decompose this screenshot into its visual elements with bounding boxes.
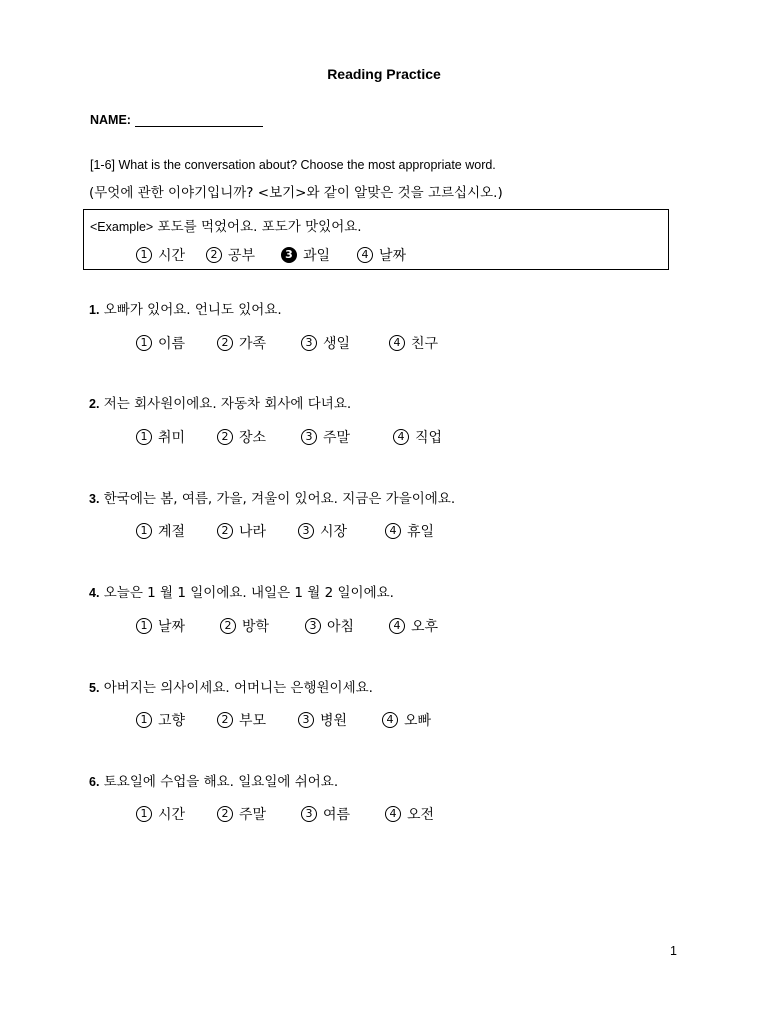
option-text: 생일 xyxy=(323,336,351,352)
option-number-circle: 1 xyxy=(136,335,152,351)
question-number: 3. xyxy=(89,492,100,506)
option-number-circle: 4 xyxy=(382,712,398,728)
option-text: 주말 xyxy=(323,430,351,446)
q6-option-1[interactable] xyxy=(136,804,185,824)
option-number-circle: 4 xyxy=(385,523,401,539)
q4-option-1[interactable] xyxy=(136,616,185,636)
option-number-circle: 3 xyxy=(298,712,314,728)
option-number-circle-filled: 3 xyxy=(281,247,297,263)
option-number-circle: 2 xyxy=(206,247,222,263)
name-label: NAME: xyxy=(90,113,131,127)
q3-option-1[interactable] xyxy=(136,521,185,541)
q5-option-4[interactable] xyxy=(382,710,431,730)
question-text: 오늘은 1 월 1 일이에요. 내일은 1 월 2 일이에요. xyxy=(103,585,394,601)
example-option-4[interactable] xyxy=(357,245,406,265)
option-text: 방학 xyxy=(242,619,270,635)
example-option-1[interactable] xyxy=(136,245,185,265)
q1-option-2[interactable] xyxy=(217,333,266,353)
option-text: 여름 xyxy=(323,807,351,823)
option-text: 병원 xyxy=(320,713,348,729)
option-text: 휴일 xyxy=(407,524,435,540)
option-text: 공부 xyxy=(228,248,256,264)
q1-option-4[interactable] xyxy=(389,333,438,353)
q6-option-3[interactable] xyxy=(301,804,350,824)
option-number-circle: 2 xyxy=(217,335,233,351)
option-text: 아침 xyxy=(327,619,355,635)
q6-option-2[interactable] xyxy=(217,804,266,824)
option-text: 오후 xyxy=(411,619,439,635)
option-number-circle: 3 xyxy=(305,618,321,634)
q6-option-4[interactable] xyxy=(385,804,434,824)
option-text: 친구 xyxy=(411,336,439,352)
option-text: 가족 xyxy=(239,336,267,352)
question-2 xyxy=(89,392,351,412)
option-number-circle: 1 xyxy=(136,806,152,822)
question-number: 4. xyxy=(89,586,100,600)
option-text: 취미 xyxy=(158,430,186,446)
question-6 xyxy=(89,770,338,790)
option-number-circle: 2 xyxy=(217,429,233,445)
question-number: 6. xyxy=(89,775,100,789)
question-4 xyxy=(89,581,394,601)
q5-option-1[interactable] xyxy=(136,710,185,730)
option-number-circle: 4 xyxy=(393,429,409,445)
option-number-circle: 1 xyxy=(136,618,152,634)
q1-option-3[interactable] xyxy=(301,333,350,353)
option-number-circle: 1 xyxy=(136,429,152,445)
option-number-circle: 1 xyxy=(136,523,152,539)
question-3 xyxy=(89,487,455,507)
q3-option-4[interactable] xyxy=(385,521,434,541)
option-number-circle: 4 xyxy=(385,806,401,822)
option-text: 시장 xyxy=(320,524,348,540)
question-text: 한국에는 봄, 여름, 가을, 겨울이 있어요. 지금은 가을이에요. xyxy=(103,491,456,507)
option-text: 오전 xyxy=(407,807,435,823)
option-number-circle: 3 xyxy=(301,806,317,822)
page-number: 1 xyxy=(670,944,677,958)
name-blank-line[interactable] xyxy=(135,113,263,127)
option-text: 날짜 xyxy=(158,619,186,635)
example-text: 포도를 먹었어요. 포도가 맛있어요. xyxy=(157,219,362,235)
q5-option-3[interactable] xyxy=(298,710,347,730)
question-5 xyxy=(89,676,373,696)
question-number: 5. xyxy=(89,681,100,695)
q1-option-1[interactable] xyxy=(136,333,185,353)
option-number-circle: 3 xyxy=(298,523,314,539)
option-number-circle: 2 xyxy=(220,618,236,634)
question-text: 아버지는 의사이세요. 어머니는 은행원이세요. xyxy=(103,680,373,696)
instructions-english: [1-6] What is the conversation about? Choose the most appropriate word. xyxy=(90,158,496,172)
option-number-circle: 2 xyxy=(217,806,233,822)
option-number-circle: 3 xyxy=(301,335,317,351)
q5-option-2[interactable] xyxy=(217,710,266,730)
option-text: 주말 xyxy=(239,807,267,823)
option-number-circle: 3 xyxy=(301,429,317,445)
option-text: 장소 xyxy=(239,430,267,446)
option-number-circle: 4 xyxy=(389,335,405,351)
example-option-3-selected[interactable] xyxy=(281,245,330,265)
q2-option-1[interactable] xyxy=(136,427,185,447)
option-text: 부모 xyxy=(239,713,267,729)
q2-option-2[interactable] xyxy=(217,427,266,447)
q4-option-3[interactable] xyxy=(305,616,354,636)
option-number-circle: 1 xyxy=(136,247,152,263)
option-number-circle: 4 xyxy=(357,247,373,263)
example-label: <Example> xyxy=(90,220,154,234)
example-box xyxy=(83,209,669,270)
q4-option-4[interactable] xyxy=(389,616,438,636)
option-text: 직업 xyxy=(415,430,443,446)
question-number: 1. xyxy=(89,303,100,317)
option-text: 이름 xyxy=(158,336,186,352)
page-title: Reading Practice xyxy=(327,66,441,82)
q3-option-3[interactable] xyxy=(298,521,347,541)
q2-option-3[interactable] xyxy=(301,427,350,447)
option-number-circle: 2 xyxy=(217,712,233,728)
example-question xyxy=(90,215,362,235)
question-text: 토요일에 수업을 해요. 일요일에 쉬어요. xyxy=(103,774,339,790)
q3-option-2[interactable] xyxy=(217,521,266,541)
option-text: 나라 xyxy=(239,524,267,540)
name-row xyxy=(90,113,263,127)
question-1 xyxy=(89,298,282,318)
option-text: 날짜 xyxy=(379,248,407,264)
question-text: 오빠가 있어요. 언니도 있어요. xyxy=(103,302,282,318)
option-text: 과일 xyxy=(303,248,331,264)
option-number-circle: 4 xyxy=(389,618,405,634)
option-text: 계절 xyxy=(158,524,186,540)
q2-option-4[interactable] xyxy=(393,427,442,447)
option-text: 시간 xyxy=(158,248,186,264)
option-text: 고향 xyxy=(158,713,186,729)
instructions-korean: (무엇에 관한 이야기입니까? <보기>와 같이 알맞은 것을 고르십시오.) xyxy=(89,185,503,201)
question-text: 저는 회사원이에요. 자동차 회사에 다녀요. xyxy=(103,396,352,412)
q4-option-2[interactable] xyxy=(220,616,269,636)
option-number-circle: 1 xyxy=(136,712,152,728)
option-number-circle: 2 xyxy=(217,523,233,539)
option-text: 시간 xyxy=(158,807,186,823)
option-text: 오빠 xyxy=(404,713,432,729)
example-option-2[interactable] xyxy=(206,245,255,265)
question-number: 2. xyxy=(89,397,100,411)
